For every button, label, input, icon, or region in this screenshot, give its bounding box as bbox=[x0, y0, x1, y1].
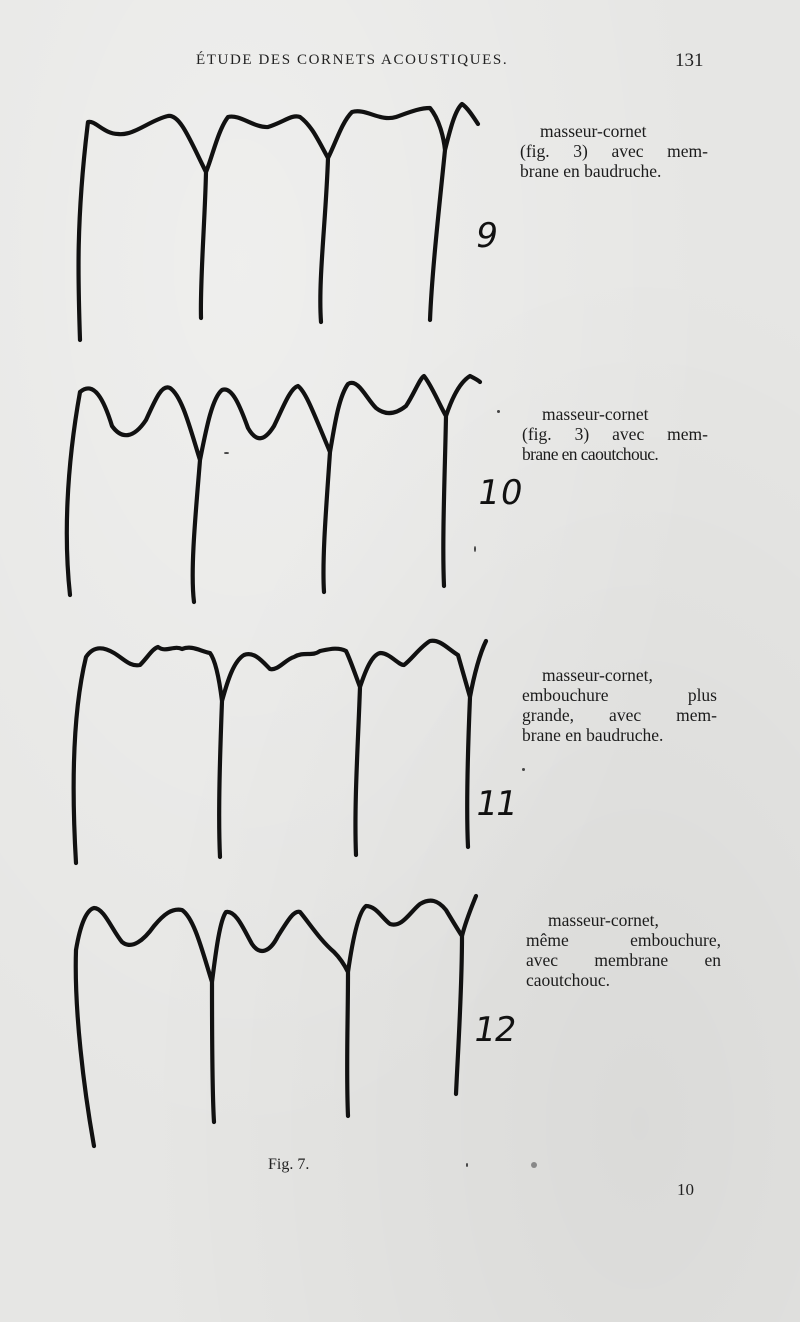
trace-12-curve bbox=[76, 896, 476, 1146]
print-speck bbox=[497, 410, 500, 413]
trace-12-number: 12 bbox=[470, 1010, 519, 1050]
trace-9-caption-line: masseur-cornet bbox=[540, 121, 647, 141]
trace-10-caption-line: (fig. 3) avec mem- bbox=[522, 424, 708, 444]
trace-11-caption-line: grande, avec mem- bbox=[522, 705, 717, 725]
trace-12-caption-line: même embouchure, bbox=[526, 930, 721, 950]
trace-9-caption bbox=[508, 121, 708, 181]
trace-10-caption-line: masseur-cornet bbox=[542, 404, 649, 424]
trace-9-waveform bbox=[0, 100, 503, 350]
trace-10-number: 10 bbox=[474, 473, 527, 513]
running-title: ÉTUDE DES CORNETS ACOUSTIQUES. bbox=[196, 52, 509, 68]
trace-11-curve bbox=[74, 641, 486, 863]
signature-mark: 10 bbox=[677, 1180, 694, 1199]
print-speck bbox=[224, 452, 229, 454]
trace-12-caption bbox=[526, 910, 721, 990]
trace-12-waveform bbox=[0, 890, 500, 1155]
trace-9-caption-line: brane en baudruche. bbox=[520, 161, 662, 181]
trace-11-caption bbox=[522, 665, 717, 745]
trace-12-caption-line: avec membrane en bbox=[526, 950, 721, 970]
trace-12-caption-line: caoutchouc. bbox=[526, 970, 611, 990]
trace-11-caption-line: embouchure plus bbox=[522, 685, 717, 705]
print-speck bbox=[474, 546, 476, 552]
trace-10-waveform bbox=[0, 370, 500, 620]
trace-10-caption bbox=[508, 404, 708, 464]
trace-10-caption-line: brane en caoutchouc. bbox=[522, 444, 659, 464]
trace-10-curve bbox=[67, 376, 480, 602]
trace-12-caption-line: masseur-cornet, bbox=[548, 910, 659, 930]
page-number: 131 bbox=[675, 50, 704, 71]
trace-9-number: 9 bbox=[472, 216, 503, 256]
print-speck bbox=[522, 768, 525, 771]
trace-9-caption-line: (fig. 3) avec mem- bbox=[520, 141, 708, 161]
trace-9-curve bbox=[78, 104, 478, 340]
figure-label: Fig. 7. bbox=[268, 1156, 310, 1173]
trace-11-caption-line: brane en baudruche. bbox=[522, 725, 664, 745]
trace-11-caption-line: masseur-cornet, bbox=[542, 665, 653, 685]
print-speck bbox=[531, 1162, 537, 1168]
print-speck bbox=[466, 1163, 468, 1167]
trace-11-waveform bbox=[0, 635, 500, 870]
trace-11-number: 11 bbox=[472, 784, 519, 824]
